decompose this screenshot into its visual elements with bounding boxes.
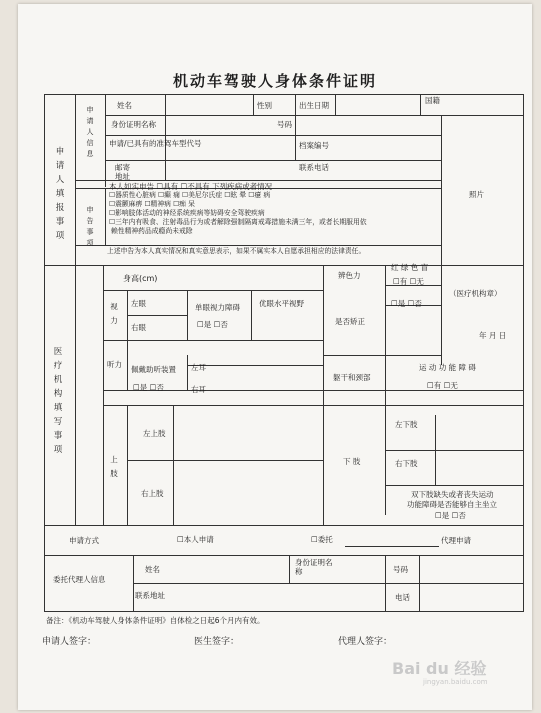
entrust-underline (345, 546, 439, 547)
label-right-upper: 右上肢 (141, 489, 164, 498)
label-id-name: 身份证明名称 (111, 120, 156, 129)
grid-line (323, 355, 441, 356)
sign-agent: 代理人签字： (338, 637, 393, 647)
both-lower-line-2: 功能障碍是否能够自主坐立 (407, 500, 497, 509)
grid-line (75, 245, 441, 246)
label-postal-address: 邮寄地址 (115, 163, 130, 181)
label-left-lower: 左下肢 (395, 420, 418, 429)
label-name: 姓名 (117, 101, 132, 110)
section-applicant: 申请人填报事项 (55, 147, 65, 241)
both-lower-line-1: 双下肢缺失或者丧失运动 (411, 490, 494, 499)
monocular-yes-no: ☐是 ☐否 (197, 320, 228, 329)
grid-line (323, 265, 324, 525)
grid-line (103, 265, 104, 525)
medical-stamp: （医疗机构章） (449, 289, 502, 298)
label-right-eye: 右眼 (131, 323, 146, 332)
form-table (44, 94, 524, 612)
declare-label: 申告事项 (86, 206, 94, 247)
agent-id-name: 身份证明名称 (295, 558, 333, 576)
disease-line-2: ☐震颤麻痹 ☐精神病 ☐痴 呆 (109, 200, 195, 208)
label-nationality: 国籍 (425, 96, 440, 105)
grid-line (105, 135, 441, 136)
grid-line (45, 555, 523, 556)
label-hearing: 听力 (107, 360, 122, 369)
disease-line-3: ☐影响肢体活动的神经系统疾病等妨碍安全驾驶疾病 (109, 209, 265, 217)
grid-line (103, 340, 323, 341)
hearing-yes-no: ☐是 ☐否 (133, 383, 164, 392)
applicant-info-label: 申请人信息 (86, 106, 94, 158)
grid-line (103, 390, 523, 391)
label-right-ear: 右耳 (191, 385, 206, 394)
label-phone: 联系电话 (299, 163, 329, 172)
label-monocular: 单眼视力障碍 (195, 303, 240, 312)
label-gender: 性别 (257, 101, 272, 110)
baidu-watermark-url: jingyan.baidu.com (423, 678, 488, 686)
disease-line-1: ☐器质性心脏病 ☐癫 痫 ☐美尼尔氏症 ☐眩 晕 ☐癔 病 (109, 191, 271, 199)
label-corrected: 是否矫正 (335, 317, 365, 326)
apply-agent: 代理申请 (441, 536, 471, 545)
color-has-none: ☐有 ☐无 (393, 277, 424, 286)
medical-date: 年 月 日 (479, 331, 507, 340)
grid-line (105, 160, 441, 161)
grid-line (165, 95, 166, 180)
grid-line (127, 460, 323, 461)
label-right-lower: 右下肢 (395, 459, 418, 468)
label-vision: 视力 (110, 302, 118, 325)
disease-line-5: 赖性精神药品成瘾尚未戒除 (111, 227, 193, 235)
grid-line (173, 405, 174, 525)
grid-line (45, 525, 523, 526)
grid-line (103, 290, 323, 291)
grid-line (441, 265, 442, 365)
declaration-statement: 上述申告为本人真实情况和真实意思表示，如果不属实本人自愿承担相应的法律责任。 (107, 247, 366, 255)
label-agent-info: 委托代理人信息 (53, 575, 106, 584)
declare-intro: 本人如实申告 ☐具有 ☐不具有 下列疾病或者情况 (109, 182, 273, 191)
label-color-vision: 辨色力 (338, 271, 361, 280)
label-hearing-aid: 佩戴助听装置 (131, 365, 176, 374)
grid-line (45, 265, 523, 266)
grid-line (295, 95, 296, 160)
label-id-no: 号码 (277, 120, 292, 129)
grid-line (103, 405, 523, 406)
grid-line (420, 95, 421, 115)
label-height: 身高(cm) (123, 274, 158, 283)
sign-doctor: 医生签字： (194, 637, 240, 647)
section-medical: 医疗机构填写事项 (53, 347, 63, 455)
label-apply-method: 申请方式 (69, 536, 99, 545)
grid-line (385, 555, 386, 611)
agent-phone: 电话 (395, 593, 410, 602)
grid-line (187, 365, 323, 366)
grid-line (187, 290, 188, 340)
grid-line (133, 555, 134, 611)
label-lower-limb: 下 肢 (343, 457, 361, 466)
label-left-upper: 左上肢 (143, 429, 166, 438)
grid-line (335, 95, 336, 115)
label-color-blind: 红 绿 色 盲 (391, 263, 429, 272)
grid-line (105, 115, 523, 116)
label-left-eye: 左眼 (131, 299, 146, 308)
agent-id-no: 号码 (393, 565, 408, 574)
label-upper-limb: 上肢 (110, 455, 118, 478)
label-left-ear: 左耳 (191, 363, 206, 372)
label-vehicle-type: 申请/已具有的准驾车型代号 (109, 139, 202, 148)
both-lower-yes-no: ☐是 ☐否 (435, 511, 466, 520)
grid-line (253, 95, 254, 115)
sign-applicant: 申请人签字： (42, 637, 97, 647)
grid-line (385, 450, 523, 451)
grid-line (251, 290, 252, 340)
grid-line (133, 583, 523, 584)
grid-line (127, 315, 187, 316)
label-visual-field: 优眼水平视野 (259, 299, 304, 308)
validity-note: 备注：《机动车驾驶人身体条件证明》自体检之日起6个月内有效。 (46, 616, 265, 625)
form-title: 机动车驾驶人身体条件证明 (172, 72, 377, 90)
label-trunk-neck: 躯干和颈部 (333, 373, 371, 382)
apply-entrust[interactable]: ☐委托 (311, 535, 333, 544)
grid-line (127, 405, 128, 525)
corrected-yes-no: ☐是 ☐否 (391, 299, 422, 308)
motor-has-none: ☐有 ☐无 (427, 381, 458, 390)
baidu-watermark: Bai du 经验 (392, 659, 487, 678)
grid-line (385, 485, 523, 486)
disease-line-4: ☐三年内有吸食、注射毒品行为或者解除强制隔离戒毒措施未满三年，或者长期服用依 (109, 218, 367, 226)
grid-line (105, 188, 106, 245)
grid-line (441, 115, 442, 265)
label-birth: 出生日期 (299, 101, 329, 110)
grid-line (419, 555, 420, 611)
agent-name: 姓名 (145, 565, 160, 574)
grid-line (75, 265, 76, 525)
photo-label: 照片 (469, 190, 484, 199)
apply-self[interactable]: ☐本人申请 (177, 535, 214, 544)
grid-line (187, 355, 188, 390)
label-file-no: 档案编号 (299, 141, 329, 150)
grid-line (105, 95, 106, 187)
label-motor: 运 动 功 能 障 碍 (419, 363, 476, 372)
grid-line (289, 555, 290, 583)
agent-address: 联系地址 (135, 591, 165, 600)
